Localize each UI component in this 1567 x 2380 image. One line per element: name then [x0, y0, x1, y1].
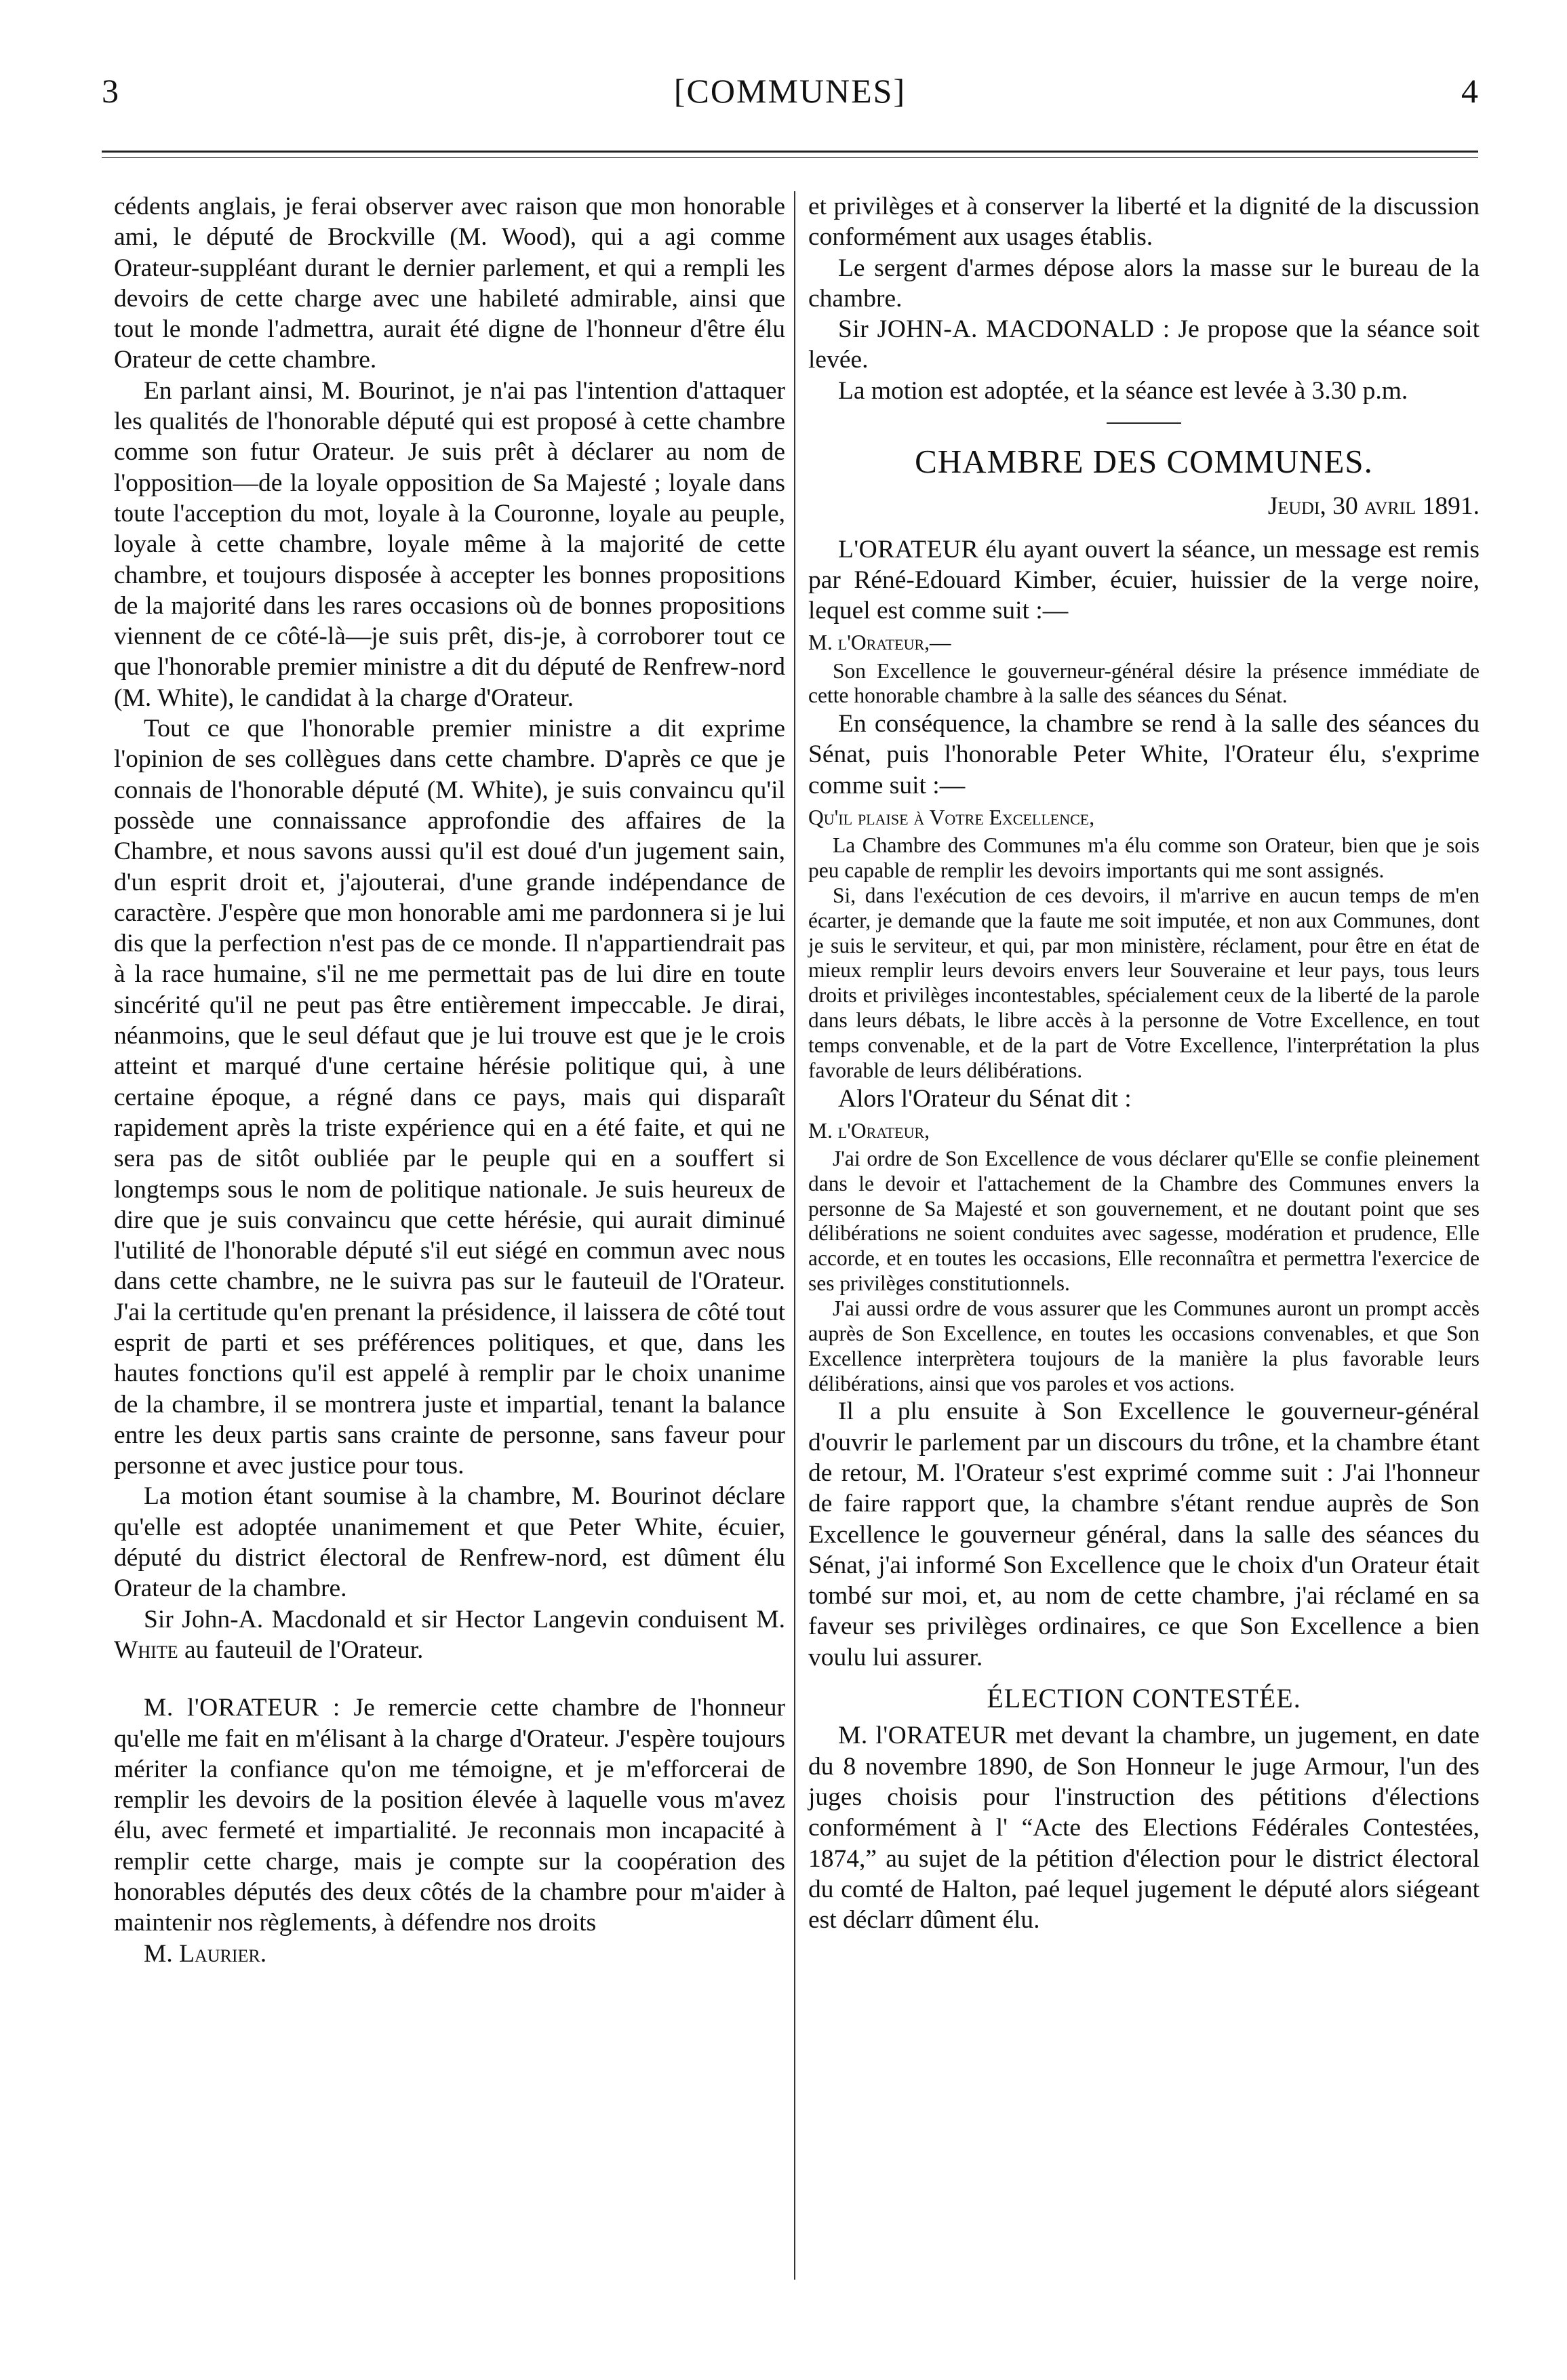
- text-run: Je propose que la séance soit levée.: [808, 315, 1480, 374]
- speaker-name: Sir JOHN-A. MACDONALD :: [838, 315, 1170, 344]
- sitting-date: Jeudi, 30 avril 1891.: [1267, 492, 1480, 521]
- header-rule: [102, 151, 1478, 153]
- paragraph: et privilèges et à conserver la liberté et la dignité de la discussion conformément aux usages établis.: [808, 193, 1480, 252]
- text-run: au fauteuil de l'Orateur.: [178, 1635, 424, 1664]
- paragraph: Alors l'Orateur du Sénat dit :: [838, 1084, 1132, 1113]
- reply-block: [808, 1147, 1480, 1396]
- message-salutation: M. l'Orateur,—: [808, 631, 951, 655]
- paragraph: Il a plu ensuite à Son Excellence le gouverneur-général d'ouvrir le parlement par un discours du trône, et la chambre étant de retour, M. l'Orateur s'est exprimé comme suit : J'ai l'honneur de faire rapport que, la chambre s'étant rendue auprès de Son Excellence le gouverneur général, dans la salle des séances du Sénat, j'ai informé Son Excellence que le choix d'un Orateur était tombé sur moi, et, au nom de cette chambre, j'ai réclamé en sa faveur ses privilèges ordinaires, ce que Son Excellence a bien voulu lui assurer.: [808, 1397, 1480, 1671]
- paragraph: La motion étant soumise à la chambre, M. Bourinot déclare qu'elle est adoptée unanimement et que Peter White, écuier, député du district électoral de Renfrew-nord, est dûment élu Orateur de la chambre.: [114, 1482, 785, 1603]
- text-run: met devant la chambre, un jugement, en date du 8 novembre 1890, de Son Honneur le juge Armour, l'un des juges choisis pour l'instruction des pétitions d'élections conformément à l' “Acte des Elections Fédérales Contestées, 1874,” au sujet de la pétition d'élection pour le district électoral du comté de Halton, paé lequel jugement le député alors siégeant est déclarr dûment élu.: [808, 1722, 1480, 1935]
- speaker-name: M. l'ORATEUR: [838, 1722, 1008, 1750]
- paragraph: Tout ce que l'honorable premier ministre a dit exprime l'opinion de ses collègues dans cette chambre. D'après ce que je connais de l'honorable député (M. White), je suis convaincu qu'il possède une connaissance approfondie des affaires de la Chambre, et nous savons aussi qu'il est doué d'un jugement sain, d'un esprit droit et, j'ajouterai, d'une grande indépendance de caractère. J'espère que mon honorable ami me pardonnera si je lui dis que la perfection n'est pas de ce monde. Il n'appartiendrait pas à la race humaine, s'il ne me permettait pas de lui dire en toute sincérité qu'il ne peut pas être entièrement impeccable. Je dirai, néanmoins, que le seul défaut que je lui trouve est que je le crois atteint et marqué d'une certaine hérésie politique qui, à une certaine époque, a régné dans ce pays, mais qui disparaît rapidement après la triste expérience qui en a été faite, et qui ne sera pas de sitôt oubliée par le peuple qui en a souffert si longtemps sous le nom de politique nationale. Je suis heureux de dire que je suis convaincu que cette hérésie, qui aurait diminué l'utilité de l'honorable député s'il eut siégé en commun avec nous dans cette chambre, ne le suivra pas sur le fauteuil de l'Orateur. J'ai la certitude qu'en prenant la présidence, il laissera de côté tout esprit de parti et ses préférences politiques, et que, dans les hautes fonctions qu'il est appelé à remplir par le choix unanime de la chambre, il se montrera juste et impartial, tenant la balance entre les deux partis sans crainte de personne, sans faveur pour personne et avec justice pour tous.: [114, 715, 785, 1480]
- page-header: [102, 71, 1478, 132]
- message-block: [808, 659, 1480, 709]
- speaker-name: L'ORATEUR: [838, 535, 979, 563]
- paragraph: Si, dans l'exécution de ces devoirs, il m'arrive en aucun temps de m'en écarter, je demande que la faute me soit imputée, et non aux Communes, dont je suis le serviteur, et qui, par mon ministère, réclament, pour être en état de mieux remplir leurs devoirs envers leur Souveraine et leur pays, tous leurs droits et privilèges incontestables, spécialement ceux de la liberté de la parole dans leurs débats, le libre accès à la personne de Votre Excellence, en tout temps convenable, et de la part de Votre Excellence, l'interprétation la plus favorable de leurs délibérations.: [808, 883, 1480, 1082]
- section-rule: [1107, 422, 1181, 424]
- reply-salutation: M. l'Orateur,: [808, 1118, 930, 1143]
- paragraph: Le sergent d'armes dépose alors la masse sur le bureau de la chambre.: [808, 254, 1480, 313]
- speech-block: [808, 833, 1480, 1083]
- catchword: M. Laurier.: [144, 1939, 267, 1968]
- paragraph: [114, 1604, 785, 1666]
- paragraph: J'ai ordre de Son Excellence de vous déclarer qu'Elle se confie pleinement dans le devoir et l'attachement de la Chambre des Communes envers la personne de Sa Majesté et son gouvernement, et ne doutant point que ses délibérations ne soient conduites avec sagesse, modération et prudence, Elle accorde, et en toutes les occasions, Elle reconnaîtra et permettra l'exercice de ses privilèges constitutionnels.: [808, 1146, 1480, 1296]
- left-column: [114, 191, 785, 1969]
- paragraph: La motion est adoptée, et la séance est levée à 3.30 p.m.: [838, 376, 1408, 405]
- running-title: [COMMUNES]: [673, 72, 907, 110]
- speaker-name: White: [114, 1635, 178, 1664]
- page-number-left: 3: [102, 72, 119, 110]
- paragraph: En parlant ainsi, M. Bourinot, je n'ai pas l'intention d'attaquer les qualités de l'honorable député qui est proposé à cette chambre comme son futur Orateur. Je suis prêt à déclarer au nom de l'opposition—de la loyale opposition de Sa Majesté ; loyale dans toute l'acception du mot, loyale à la Couronne, loyale au peuple, loyale à cette chambre, loyale même à la majorité de cette chambre, et toujours disposée à accepter les bonnes propositions de la majorité dans les rares occasions où de bonnes propositions viennent de ce côté-là—je suis prêt, dis-je, à corroborer tout ce que l'honorable premier ministre a dit du député de Renfrew-nord (M. White), le candidat à la charge d'Orateur.: [114, 376, 785, 712]
- column-divider: [794, 191, 795, 2280]
- spacer: [114, 1665, 785, 1692]
- paragraph: Son Excellence le gouverneur-général désire la présence immédiate de cette honorable chambre à la salle des séances du Sénat.: [808, 658, 1480, 708]
- paragraph: En conséquence, la chambre se rend à la salle des séances du Sénat, puis l'honorable Peter White, l'Orateur élu, s'exprime comme suit :—: [808, 710, 1480, 799]
- paragraph: [808, 534, 1480, 627]
- page-number-right: 4: [1461, 72, 1478, 110]
- section-heading: CHAMBRE DES COMMUNES.: [915, 443, 1373, 481]
- paragraph: cédents anglais, je ferai observer avec raison que mon honorable ami, le député de Brockville (M. Wood), qui a agi comme Orateur-suppléant durant le dernier parlement, et qui a rempli les devoirs de cette charge avec une habileté admirable, ainsi que tout le monde l'admettra, aurait été digne de l'honneur d'être élu Orateur de cette chambre.: [114, 193, 785, 374]
- text-run: Je remercie cette chambre de l'honneur qu'elle me fait en m'élisant à la charge d'Orateur. J'espère toujours mériter la confiance qu'on me témoigne, et je m'efforcerai de remplir les devoirs de la position élevée à laquelle vous m'avez élu, avec fermeté et impartialité. Je reconnais mon incapacité à remplir cette charge, mais je compte sur la coopération des honorables députés des deux côtés de la chambre pour m'aider à maintenir nos règlements, à défendre nos droits: [114, 1694, 785, 1937]
- speaker-name: M. l'ORATEUR :: [144, 1694, 340, 1722]
- header-rule-thin: [102, 157, 1478, 158]
- paragraph: [114, 1692, 785, 1938]
- paragraph: La Chambre des Communes m'a élu comme son Orateur, bien que je sois peu capable de remplir les devoirs importants qui me sont assignés.: [808, 833, 1480, 882]
- paragraph: [808, 1720, 1480, 1935]
- text-run: Sir John-A. Macdonald et sir Hector Langevin conduisent M.: [144, 1605, 785, 1633]
- text-run: élu ayant ouvert la séance, un message est remis par Réné-Edouard Kimber, écuier, huissier de la verge noire, lequel est comme suit :—: [808, 535, 1480, 625]
- right-column: [808, 191, 1480, 1935]
- speech-salutation: Qu'il plaise à Votre Excellence,: [808, 806, 1095, 830]
- paragraph: [808, 314, 1480, 376]
- paragraph: J'ai aussi ordre de vous assurer que les Communes auront un prompt accès auprès de Son Excellence, en toutes les occasions convenables, et que Son Excellence interprètera toujours de la manière la plus favorable leurs délibérations, ainsi que vos paroles et vos actions.: [808, 1296, 1480, 1395]
- section-heading-election: ÉLECTION CONTESTÉE.: [987, 1683, 1301, 1714]
